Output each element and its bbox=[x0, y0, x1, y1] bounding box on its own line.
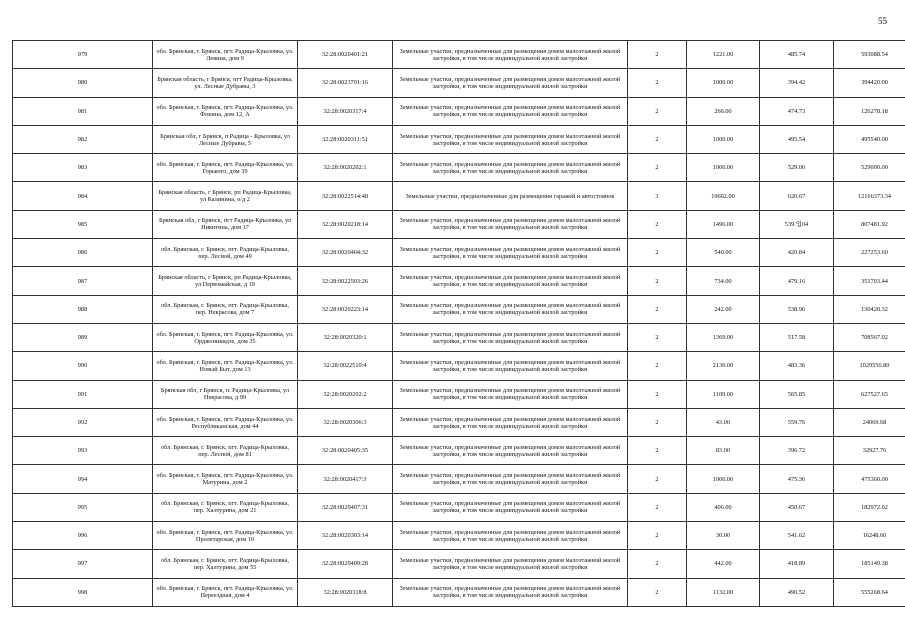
cadastral-number-cell: 32:28:0020218:14 bbox=[298, 210, 393, 238]
group-cell: 2 bbox=[628, 352, 687, 380]
land-use-text: Земельные участки, предназначенные для размещения домов малоэтажной жилой застройки, в том числе индивидуальной жилой застройки bbox=[399, 302, 621, 317]
row-number-cell: 997 bbox=[13, 550, 153, 578]
table-row bbox=[13, 295, 905, 323]
land-use-cell bbox=[393, 380, 628, 408]
cadastral-value-cell: 708567.02 bbox=[834, 323, 905, 351]
cadastral-number-cell: 32:28:0020320:1 bbox=[298, 323, 393, 351]
cadastral-value-cell: 555268.64 bbox=[834, 578, 905, 606]
table-row bbox=[13, 323, 905, 351]
table-row bbox=[13, 69, 905, 97]
row-number-cell: 980 bbox=[13, 69, 153, 97]
row-number-cell: 984 bbox=[13, 182, 153, 210]
land-use-cell bbox=[393, 295, 628, 323]
cadastral-number-cell: 32:28:0020317:4 bbox=[298, 97, 393, 125]
area-cell: 1132.00 bbox=[687, 578, 760, 606]
land-use-text: Земельные участки, предназначенные для размещения домов малоэтажной жилой застройки, в том числе индивидуальной жилой застройки bbox=[399, 47, 621, 62]
group-cell: 2 bbox=[628, 437, 687, 465]
table-row bbox=[13, 465, 905, 493]
row-number-cell: 994 bbox=[13, 465, 153, 493]
table-row bbox=[13, 182, 905, 210]
area-cell: 1000.00 bbox=[687, 69, 760, 97]
cadastral-number-cell: 32:28:0020223:14 bbox=[298, 295, 393, 323]
row-number-cell: 998 bbox=[13, 578, 153, 606]
land-use-text: Земельные участки, предназначенные для размещения домов малоэтажной жилой застройки, в том числе индивидуальной жилой застройки bbox=[399, 500, 621, 515]
cadastral-value-cell: 16248.60 bbox=[834, 522, 905, 550]
unit-price-cell: 418.89 bbox=[760, 550, 834, 578]
land-use-cell bbox=[393, 210, 628, 238]
cadastral-number-cell: 32:28:0022503:26 bbox=[298, 267, 393, 295]
area-cell: 19602.00 bbox=[687, 182, 760, 210]
row-number-cell: 979 bbox=[13, 41, 153, 69]
area-cell: 30.00 bbox=[687, 522, 760, 550]
group-cell: 2 bbox=[628, 295, 687, 323]
land-use-cell bbox=[393, 97, 628, 125]
land-use-cell bbox=[393, 522, 628, 550]
area-cell: 1000.00 bbox=[687, 465, 760, 493]
land-use-cell bbox=[393, 182, 628, 210]
table-row bbox=[13, 267, 905, 295]
land-use-text: Земельные участки, предназначенные для размещения домов малоэтажной жилой застройки, в том числе индивидуальной жилой застройки bbox=[399, 585, 621, 600]
land-use-cell bbox=[393, 493, 628, 521]
land-use-text: Земельные участки, предназначенные для размещения домов малоэтажной жилой застройки, в том числе индивидуальной жилой застройки bbox=[399, 528, 621, 543]
group-cell: 2 bbox=[628, 239, 687, 267]
table-row bbox=[13, 493, 905, 521]
group-cell: 2 bbox=[628, 465, 687, 493]
land-registry-table bbox=[12, 40, 905, 607]
address-cell: обл. Брянская, г. Брянск, пгт. Радица-Крыловка, ул. Левина, дом 9 bbox=[153, 41, 298, 69]
area-cell: 734.00 bbox=[687, 267, 760, 295]
area-cell: 540.00 bbox=[687, 239, 760, 267]
address-cell: обл. Брянская, г. Брянск, пгт. Радица-Крыловка, пер. Халтурина, дом 21 bbox=[153, 493, 298, 521]
cadastral-value-cell: 185149.38 bbox=[834, 550, 905, 578]
cadastral-number-cell: 32:28:0020405:35 bbox=[298, 437, 393, 465]
group-cell: 2 bbox=[628, 522, 687, 550]
land-use-cell bbox=[393, 352, 628, 380]
address-cell: Брянская область, г Брянск, пгт Радица-Крыловка, ул. Лесные Дубравы, 3 bbox=[153, 69, 298, 97]
table-row bbox=[13, 522, 905, 550]
area-cell: 83.00 bbox=[687, 437, 760, 465]
land-use-text: Земельные участки, предназначенные для размещения домов малоэтажной жилой застройки, в том числе индивидуальной жилой застройки bbox=[399, 217, 621, 232]
row-number-cell: 995 bbox=[13, 493, 153, 521]
cadastral-number-cell: 32:28:0020407:31 bbox=[298, 493, 393, 521]
area-cell: 1369.00 bbox=[687, 323, 760, 351]
cadastral-value-cell: 1029556.80 bbox=[834, 352, 905, 380]
cadastral-number-cell: 32:28:0020318:8 bbox=[298, 578, 393, 606]
group-cell: 2 bbox=[628, 550, 687, 578]
group-cell: 2 bbox=[628, 154, 687, 182]
cadastral-number-cell: 32:28:0020202:2 bbox=[298, 380, 393, 408]
row-number-cell: 982 bbox=[13, 125, 153, 153]
land-use-cell bbox=[393, 408, 628, 436]
land-use-text: Земельные участки, предназначенные для размещения гаражей и автостоянок bbox=[405, 192, 615, 200]
cadastral-number-cell: 32:28:0020306:3 bbox=[298, 408, 393, 436]
land-use-text: Земельные участки, предназначенные для размещения домов малоэтажной жилой застройки, в том числе индивидуальной жилой застройки bbox=[399, 387, 621, 402]
area-cell: 266.00 bbox=[687, 97, 760, 125]
unit-price-cell: 529.00 bbox=[760, 154, 834, 182]
land-use-text: Земельные участки, предназначенные для размещения домов малоэтажной жилой застройки, в том числе индивидуальной жилой застройки bbox=[399, 443, 621, 458]
cadastral-number-cell: 32:28:0020401:21 bbox=[298, 41, 393, 69]
row-number-cell: 986 bbox=[13, 239, 153, 267]
area-cell: 1496.00 bbox=[687, 210, 760, 238]
land-use-cell bbox=[393, 125, 628, 153]
area-cell: 1000.00 bbox=[687, 125, 760, 153]
cadastral-value-cell: 593088.54 bbox=[834, 41, 905, 69]
cadastral-number-cell: 32:28:0020409:28 bbox=[298, 550, 393, 578]
cadastral-value-cell: 182972.02 bbox=[834, 493, 905, 521]
unit-price-cell: 495.54 bbox=[760, 125, 834, 153]
group-cell: 2 bbox=[628, 267, 687, 295]
cadastral-number-cell: 32:28:0020404:32 bbox=[298, 239, 393, 267]
row-number-cell: 989 bbox=[13, 323, 153, 351]
address-cell: Брянская обл, г Брянск, п Радица - Крыловка, ул Лесные Дубравы, 5 bbox=[153, 125, 298, 153]
land-use-text: Земельные участки, предназначенные для размещения домов малоэтажной жилой застройки, в том числе индивидуальной жилой застройки bbox=[399, 472, 621, 487]
group-cell: 2 bbox=[628, 323, 687, 351]
land-use-text: Земельные участки, предназначенные для размещения домов малоэтажной жилой застройки, в том числе индивидуальной жилой застройки bbox=[399, 160, 621, 175]
unit-price-cell: 490.52 bbox=[760, 578, 834, 606]
table-row bbox=[13, 210, 905, 238]
row-number-cell: 987 bbox=[13, 267, 153, 295]
land-use-text: Земельные участки, предназначенные для размещения домов малоэтажной жилой застройки, в том числе индивидуальной жилой застройки bbox=[399, 330, 621, 345]
land-use-text: Земельные участки, предназначенные для размещения домов малоэтажной жилой застройки, в том числе индивидуальной жилой застройки bbox=[399, 132, 621, 147]
row-number-cell: 993 bbox=[13, 437, 153, 465]
cadastral-number-cell: 32:28:0020311:51 bbox=[298, 125, 393, 153]
land-use-text: Земельные участки, предназначенные для размещения домов малоэтажной жилой застройки, в том числе индивидуальной жилой застройки bbox=[399, 274, 621, 289]
land-use-text: Земельные участки, предназначенные для размещения домов малоэтажной жилой застройки, в том числе индивидуальной жилой застройки bbox=[399, 245, 621, 260]
land-use-cell bbox=[393, 550, 628, 578]
address-cell: обл. Брянская, г. Брянск, пгт. Радица-Крыловка, ул. Республиканская, дом 44 bbox=[153, 408, 298, 436]
table-row bbox=[13, 578, 905, 606]
cadastral-number-cell: 32:28:0020417:3 bbox=[298, 465, 393, 493]
group-cell: 2 bbox=[628, 408, 687, 436]
address-cell: Брянская область, г Брянск, рп Радица-Крыловка, ул Калинина, о/д 2 bbox=[153, 182, 298, 210]
row-number-cell: 990 bbox=[13, 352, 153, 380]
table-row bbox=[13, 408, 905, 436]
cadastral-value-cell: 807481.92 bbox=[834, 210, 905, 238]
cadastral-value-cell: 627527.65 bbox=[834, 380, 905, 408]
group-cell: 2 bbox=[628, 125, 687, 153]
row-number-cell: 981 bbox=[13, 97, 153, 125]
address-cell: обл. Брянская, г. Брянск, пгт. Радица-Крыловка, ул. Переездная, дом 4 bbox=[153, 578, 298, 606]
row-number-cell: 996 bbox=[13, 522, 153, 550]
area-cell: 1109.00 bbox=[687, 380, 760, 408]
row-number-cell: 992 bbox=[13, 408, 153, 436]
land-use-cell bbox=[393, 154, 628, 182]
cadastral-number-cell: 32:28:0022510:4 bbox=[298, 352, 393, 380]
land-use-cell bbox=[393, 465, 628, 493]
group-cell: 2 bbox=[628, 97, 687, 125]
cadastral-value-cell: 32927.76 bbox=[834, 437, 905, 465]
land-use-cell bbox=[393, 437, 628, 465]
unit-price-cell: 539.업04 bbox=[760, 210, 834, 238]
table-row bbox=[13, 154, 905, 182]
area-cell: 1000.00 bbox=[687, 154, 760, 182]
table-row bbox=[13, 352, 905, 380]
table-row bbox=[13, 41, 905, 69]
address-cell: обл. Брянская, г. Брянск, пгт. Радица-Крыловка, пер. Лесной, дом 81 bbox=[153, 437, 298, 465]
area-cell: 43.00 bbox=[687, 408, 760, 436]
land-use-text: Земельные участки, предназначенные для размещения домов малоэтажной жилой застройки, в том числе индивидуальной жилой застройки bbox=[399, 75, 621, 90]
unit-price-cell: 475.36 bbox=[760, 465, 834, 493]
land-use-text: Земельные участки, предназначенные для размещения домов малоэтажной жилой застройки, в том числе индивидуальной жилой застройки bbox=[399, 556, 621, 571]
cadastral-number-cell: 32:28:0020303:14 bbox=[298, 522, 393, 550]
table-row bbox=[13, 125, 905, 153]
address-cell: Брянская обл, г Брянск, пгт Радица-Крыловка, ул Никитина, дом 17 bbox=[153, 210, 298, 238]
unit-price-cell: 483.36 bbox=[760, 352, 834, 380]
address-cell: обл. Брянская, г. Брянск, пгт. Радица-Крыловка, пер. Халтурина, дом 55 bbox=[153, 550, 298, 578]
land-use-cell bbox=[393, 239, 628, 267]
row-number-cell: 991 bbox=[13, 380, 153, 408]
unit-price-cell: 479.16 bbox=[760, 267, 834, 295]
cadastral-value-cell: 475360.00 bbox=[834, 465, 905, 493]
land-use-cell bbox=[393, 578, 628, 606]
row-number-cell: 983 bbox=[13, 154, 153, 182]
area-cell: 2130.00 bbox=[687, 352, 760, 380]
unit-price-cell: 420.84 bbox=[760, 239, 834, 267]
land-use-text: Земельные участки, предназначенные для размещения домов малоэтажной жилой застройки, в том числе индивидуальной жилой застройки bbox=[399, 358, 621, 373]
table-row bbox=[13, 550, 905, 578]
land-use-text: Земельные участки, предназначенные для размещения домов малоэтажной жилой застройки, в том числе индивидуальной жилой застройки bbox=[399, 415, 621, 430]
address-cell: обл. Брянская, г. Брянск, пгт. Радица-Крыловка, пер. Некрасова, дом 7 bbox=[153, 295, 298, 323]
land-use-text: Земельные участки, предназначенные для размещения домов малоэтажной жилой застройки, в том числе индивидуальной жилой застройки bbox=[399, 104, 621, 119]
unit-price-cell: 620.67 bbox=[760, 182, 834, 210]
area-cell: 242.00 bbox=[687, 295, 760, 323]
group-cell: 3 bbox=[628, 182, 687, 210]
group-cell: 2 bbox=[628, 578, 687, 606]
address-cell: обл. Брянская, г. Брянск, пгт. Радица-Крыловка, ул. Матурина, дом 2 bbox=[153, 465, 298, 493]
group-cell: 2 bbox=[628, 210, 687, 238]
table-body bbox=[13, 41, 905, 607]
unit-price-cell: 517.58 bbox=[760, 323, 834, 351]
unit-price-cell: 450.67 bbox=[760, 493, 834, 521]
unit-price-cell: 538.96 bbox=[760, 295, 834, 323]
cadastral-value-cell: 351703.44 bbox=[834, 267, 905, 295]
address-cell: обл. Брянская, г. Брянск, пгт. Радица-Крыловка, ул. Орджоникидзе, дом 35 bbox=[153, 323, 298, 351]
cadastral-value-cell: 529000.00 bbox=[834, 154, 905, 182]
cadastral-number-cell: 32:28:0022514:48 bbox=[298, 182, 393, 210]
group-cell: 2 bbox=[628, 41, 687, 69]
table-row bbox=[13, 97, 905, 125]
address-cell: Брянская область, г Брянск, рп Радица-Крыловка, ул Первомайская, д 19 bbox=[153, 267, 298, 295]
land-use-cell bbox=[393, 41, 628, 69]
land-use-cell bbox=[393, 267, 628, 295]
unit-price-cell: 485.74 bbox=[760, 41, 834, 69]
address-cell: обл. Брянская, г. Брянск, пгт. Радица-Крыловка, ул. Новый Быт, дом 13 bbox=[153, 352, 298, 380]
row-number-cell: 988 bbox=[13, 295, 153, 323]
row-number-cell: 985 bbox=[13, 210, 153, 238]
cadastral-value-cell: 394420.00 bbox=[834, 69, 905, 97]
cadastral-number-cell: 32:28:0020202:1 bbox=[298, 154, 393, 182]
unit-price-cell: 474.73 bbox=[760, 97, 834, 125]
cadastral-value-cell: 130428.32 bbox=[834, 295, 905, 323]
group-cell: 2 bbox=[628, 380, 687, 408]
land-use-cell bbox=[393, 323, 628, 351]
address-cell: обл. Брянская, г. Брянск, пгт. Радица-Крыловка, ул. Пролетарская, дом 10 bbox=[153, 522, 298, 550]
unit-price-cell: 394.42 bbox=[760, 69, 834, 97]
area-cell: 442.00 bbox=[687, 550, 760, 578]
area-cell: 1221.00 bbox=[687, 41, 760, 69]
cadastral-value-cell: 24069.68 bbox=[834, 408, 905, 436]
cadastral-value-cell: 126278.18 bbox=[834, 97, 905, 125]
page-number: 55 bbox=[878, 16, 887, 26]
address-cell: обл. Брянская, г. Брянск, пгт. Радица-Крыловка, пер. Лесной, дом 49 bbox=[153, 239, 298, 267]
address-cell: обл. Брянская, г. Брянск, пгт. Радица-Крыловка, ул. Фокина, дом 12, А bbox=[153, 97, 298, 125]
cadastral-number-cell: 32:28:0023701:16 bbox=[298, 69, 393, 97]
table-row bbox=[13, 437, 905, 465]
cadastral-value-cell: 495540.00 bbox=[834, 125, 905, 153]
group-cell: 2 bbox=[628, 69, 687, 97]
unit-price-cell: 541.62 bbox=[760, 522, 834, 550]
cadastral-value-cell: 227253.60 bbox=[834, 239, 905, 267]
unit-price-cell: 565.85 bbox=[760, 380, 834, 408]
table-row bbox=[13, 380, 905, 408]
unit-price-cell: 559.76 bbox=[760, 408, 834, 436]
address-cell: Брянская обл, г Брянск, п. Радица-Крыловка, ул Некрасова, д 99 bbox=[153, 380, 298, 408]
land-use-cell bbox=[393, 69, 628, 97]
unit-price-cell: 396.72 bbox=[760, 437, 834, 465]
address-cell: обл. Брянская, г. Брянск, пгт. Радица-Крыловка, ул. Горького, дом 39 bbox=[153, 154, 298, 182]
area-cell: 406.00 bbox=[687, 493, 760, 521]
group-cell: 2 bbox=[628, 493, 687, 521]
cadastral-value-cell: 12166373.34 bbox=[834, 182, 905, 210]
table-row bbox=[13, 239, 905, 267]
